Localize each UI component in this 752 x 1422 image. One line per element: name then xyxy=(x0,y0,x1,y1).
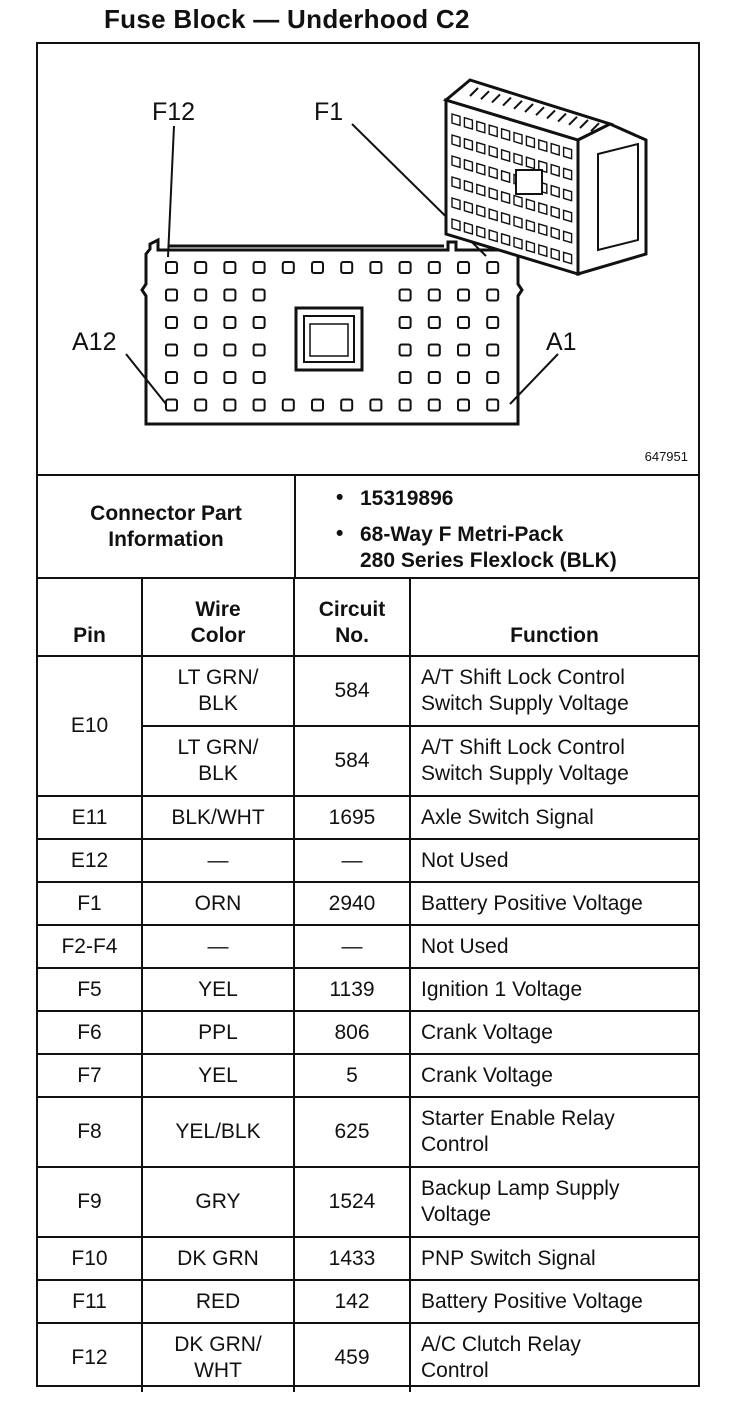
pin-cavity xyxy=(283,400,294,411)
pin-cavity xyxy=(341,400,352,411)
iso-cavity xyxy=(514,217,522,228)
iso-cavity xyxy=(564,210,572,221)
pin-cell: E10 xyxy=(38,656,142,796)
pin-cavity xyxy=(254,290,265,301)
pin-cavity xyxy=(400,290,411,301)
table-row xyxy=(38,882,698,925)
pin-cavity xyxy=(166,317,177,328)
pin-cavity xyxy=(429,262,440,273)
iso-cavity xyxy=(551,186,559,197)
circuit-cell: 5 xyxy=(294,1054,410,1097)
table-header-row xyxy=(38,579,698,656)
wire-color-cell: LT GRN/ BLK xyxy=(142,656,294,726)
pin-cavity xyxy=(195,345,206,356)
function-cell: PNP Switch Signal xyxy=(410,1237,698,1280)
iso-cavity xyxy=(477,142,485,153)
wire-color-cell: ORN xyxy=(142,882,294,925)
wire-color-cell: DK GRN xyxy=(142,1237,294,1280)
pin-cavity xyxy=(400,262,411,273)
iso-cavity xyxy=(564,231,572,242)
iso-cavity xyxy=(551,228,559,239)
pin-cell: F10 xyxy=(38,1237,142,1280)
pin-cavity xyxy=(400,317,411,328)
pin-cavity xyxy=(166,345,177,356)
wire-color-cell: PPL xyxy=(142,1011,294,1054)
pin-cavity xyxy=(224,262,235,273)
pinout-table xyxy=(38,579,698,1392)
function-cell: Battery Positive Voltage xyxy=(410,882,698,925)
pin-cell: F8 xyxy=(38,1097,142,1167)
pin-cell: E12 xyxy=(38,839,142,882)
circuit-cell: 625 xyxy=(294,1097,410,1167)
wire-color-cell: YEL xyxy=(142,968,294,1011)
function-cell: Starter Enable Relay Control xyxy=(410,1097,698,1167)
iso-cavity xyxy=(464,223,472,234)
part-info-label-line2: Information xyxy=(108,527,224,551)
wire-color-cell: DK GRN/ WHT xyxy=(142,1323,294,1392)
pin-cavity xyxy=(283,262,294,273)
pin-cavity xyxy=(400,372,411,383)
pin-cavity xyxy=(254,262,265,273)
pin-cavity xyxy=(312,262,323,273)
table-row xyxy=(38,1167,698,1237)
pin-cavity xyxy=(254,372,265,383)
connector-diagram xyxy=(38,44,698,474)
iso-cavity xyxy=(551,249,559,260)
iso-cavity xyxy=(502,129,510,140)
pin-cavity xyxy=(254,317,265,328)
iso-cavity xyxy=(452,219,460,230)
pin-cavity xyxy=(224,290,235,301)
circuit-cell: 142 xyxy=(294,1280,410,1323)
pin-cavity xyxy=(429,345,440,356)
iso-cavity xyxy=(526,136,534,147)
iso-cavity xyxy=(477,121,485,132)
pin-cavity xyxy=(195,317,206,328)
pin-cavity xyxy=(195,400,206,411)
pin-cavity xyxy=(487,262,498,273)
header-wire-color: Wire Color xyxy=(142,579,294,656)
pin-cavity xyxy=(400,400,411,411)
table-row xyxy=(38,1237,698,1280)
pin-cell: E11 xyxy=(38,796,142,839)
pin-cavity xyxy=(254,400,265,411)
circuit-cell: 584 xyxy=(294,656,410,726)
pin-cavity xyxy=(341,262,352,273)
iso-cavity xyxy=(452,114,460,125)
header-function: Function xyxy=(410,579,698,656)
pin-cell: F11 xyxy=(38,1280,142,1323)
iso-cavity xyxy=(564,189,572,200)
iso-cavity xyxy=(526,220,534,231)
pin-cavity xyxy=(487,372,498,383)
iso-cavity xyxy=(489,209,497,220)
pin-cell: F9 xyxy=(38,1167,142,1237)
part-description-line2: 280 Series Flexlock (BLK) xyxy=(360,549,617,572)
iso-cavity xyxy=(502,192,510,203)
wire-color-cell: — xyxy=(142,839,294,882)
iso-cavity xyxy=(526,199,534,210)
iso-cavity xyxy=(539,140,547,151)
table-row xyxy=(38,1097,698,1167)
wire-color-cell: BLK/WHT xyxy=(142,796,294,839)
pin-cavity xyxy=(458,345,469,356)
function-cell: A/T Shift Lock Control Switch Supply Voltage xyxy=(410,726,698,796)
label-f1: F1 xyxy=(314,98,344,126)
iso-cavity xyxy=(489,230,497,241)
table-row xyxy=(38,1011,698,1054)
circuit-cell: 2940 xyxy=(294,882,410,925)
iso-cavity xyxy=(502,171,510,182)
pin-cavity xyxy=(166,290,177,301)
label-a12: A12 xyxy=(72,328,117,356)
iso-cavity xyxy=(464,160,472,171)
iso-cavity xyxy=(464,202,472,213)
pin-cavity xyxy=(458,317,469,328)
pin-cell: F5 xyxy=(38,968,142,1011)
iso-cavity xyxy=(464,181,472,192)
table-row xyxy=(38,656,698,726)
table-row xyxy=(38,968,698,1011)
circuit-cell: 459 xyxy=(294,1323,410,1392)
pin-cavity xyxy=(458,372,469,383)
part-info-label-line1: Connector Part xyxy=(90,501,242,525)
header-circuit-no: Circuit No. xyxy=(294,579,410,656)
pin-cell: F2-F4 xyxy=(38,925,142,968)
pin-cavity xyxy=(195,262,206,273)
table-row xyxy=(38,839,698,882)
iso-cavity xyxy=(452,135,460,146)
function-cell: A/T Shift Lock Control Switch Supply Voltage xyxy=(410,656,698,726)
pin-cavity xyxy=(312,400,323,411)
iso-cavity xyxy=(551,165,559,176)
pin-cavity xyxy=(429,400,440,411)
part-info-values xyxy=(296,476,698,577)
pin-cavity xyxy=(400,345,411,356)
iso-cavity xyxy=(489,167,497,178)
iso-cavity xyxy=(526,157,534,168)
circuit-cell: 1433 xyxy=(294,1237,410,1280)
pin-cavity xyxy=(370,400,381,411)
function-cell: Not Used xyxy=(410,839,698,882)
circuit-cell: 1139 xyxy=(294,968,410,1011)
function-cell: Crank Voltage xyxy=(410,1011,698,1054)
iso-cavity xyxy=(502,234,510,245)
iso-cavity xyxy=(564,168,572,179)
part-description-line1: 68-Way F Metri-Pack xyxy=(360,523,564,546)
pin-cavity xyxy=(487,317,498,328)
function-cell: Backup Lamp Supply Voltage xyxy=(410,1167,698,1237)
part-info-label xyxy=(38,476,296,577)
table-row xyxy=(38,1054,698,1097)
pin-cavity xyxy=(487,400,498,411)
iso-cavity xyxy=(477,184,485,195)
pin-cavity xyxy=(224,372,235,383)
label-f12: F12 xyxy=(152,98,196,126)
header-pin: Pin xyxy=(38,579,142,656)
iso-cavity xyxy=(452,156,460,167)
label-a1: A1 xyxy=(546,328,577,356)
iso-cavity xyxy=(539,245,547,256)
iso-cavity xyxy=(464,139,472,150)
function-cell: Crank Voltage xyxy=(410,1054,698,1097)
circuit-cell: 806 xyxy=(294,1011,410,1054)
wire-color-cell: YEL/BLK xyxy=(142,1097,294,1167)
iso-cavity xyxy=(477,226,485,237)
pin-cavity xyxy=(224,400,235,411)
iso-cavity xyxy=(477,205,485,216)
iso-cavity xyxy=(489,146,497,157)
pin-cavity xyxy=(458,262,469,273)
iso-cavity xyxy=(489,125,497,136)
function-cell: A/C Clutch Relay Control xyxy=(410,1323,698,1392)
wire-color-cell: RED xyxy=(142,1280,294,1323)
iso-cavity xyxy=(514,154,522,165)
pin-cavity xyxy=(429,317,440,328)
iso-cavity xyxy=(526,241,534,252)
iso-cavity xyxy=(514,196,522,207)
pin-cavity xyxy=(224,345,235,356)
pin-cavity xyxy=(429,372,440,383)
pin-cavity xyxy=(487,290,498,301)
pin-cell: F1 xyxy=(38,882,142,925)
pin-cavity xyxy=(429,290,440,301)
iso-cavity xyxy=(514,133,522,144)
iso-cavity xyxy=(564,147,572,158)
circuit-cell: — xyxy=(294,925,410,968)
connector-sheet xyxy=(36,42,700,1387)
function-cell: Not Used xyxy=(410,925,698,968)
iso-cavity xyxy=(452,177,460,188)
table-row xyxy=(38,925,698,968)
function-cell: Ignition 1 Voltage xyxy=(410,968,698,1011)
circuit-cell: 1695 xyxy=(294,796,410,839)
iso-cavity xyxy=(489,188,497,199)
pin-cell: F7 xyxy=(38,1054,142,1097)
pin-cavity xyxy=(166,262,177,273)
iso-cavity xyxy=(539,203,547,214)
iso-cavity xyxy=(551,207,559,218)
bullet-icon: • xyxy=(336,486,344,509)
iso-cavity xyxy=(502,213,510,224)
pin-cavity xyxy=(458,290,469,301)
pin-cavity xyxy=(487,345,498,356)
wire-color-cell: LT GRN/ BLK xyxy=(142,726,294,796)
table-row xyxy=(38,1280,698,1323)
page-title: Fuse Block — Underhood C2 xyxy=(104,4,470,34)
pin-cell: F12 xyxy=(38,1323,142,1392)
table-row xyxy=(38,1323,698,1392)
iso-cavity xyxy=(464,118,472,129)
pin-cavity xyxy=(370,262,381,273)
bullet-icon: • xyxy=(336,522,344,545)
wire-color-cell: YEL xyxy=(142,1054,294,1097)
wire-color-cell: — xyxy=(142,925,294,968)
iso-cavity xyxy=(564,252,572,263)
circuit-cell: — xyxy=(294,839,410,882)
connector-part-information xyxy=(38,474,698,579)
wire-color-cell: GRY xyxy=(142,1167,294,1237)
pin-cavity xyxy=(166,372,177,383)
pin-cavity xyxy=(195,372,206,383)
circuit-cell: 584 xyxy=(294,726,410,796)
connector-face-drawing xyxy=(38,44,698,474)
iso-cavity xyxy=(502,150,510,161)
function-cell: Battery Positive Voltage xyxy=(410,1280,698,1323)
pin-cavity xyxy=(166,400,177,411)
iso-cavity xyxy=(539,224,547,235)
function-cell: Axle Switch Signal xyxy=(410,796,698,839)
iso-cavity xyxy=(477,163,485,174)
iso-cavity xyxy=(452,198,460,209)
pin-cavity xyxy=(458,400,469,411)
part-number: 15319896 xyxy=(360,487,454,510)
table-row xyxy=(38,796,698,839)
circuit-cell: 1524 xyxy=(294,1167,410,1237)
pin-cavity xyxy=(254,345,265,356)
iso-cavity xyxy=(514,238,522,249)
pin-cavity xyxy=(195,290,206,301)
pin-cavity xyxy=(224,317,235,328)
figure-number: 647951 xyxy=(644,449,688,464)
iso-cavity xyxy=(551,144,559,155)
pin-cell: F6 xyxy=(38,1011,142,1054)
